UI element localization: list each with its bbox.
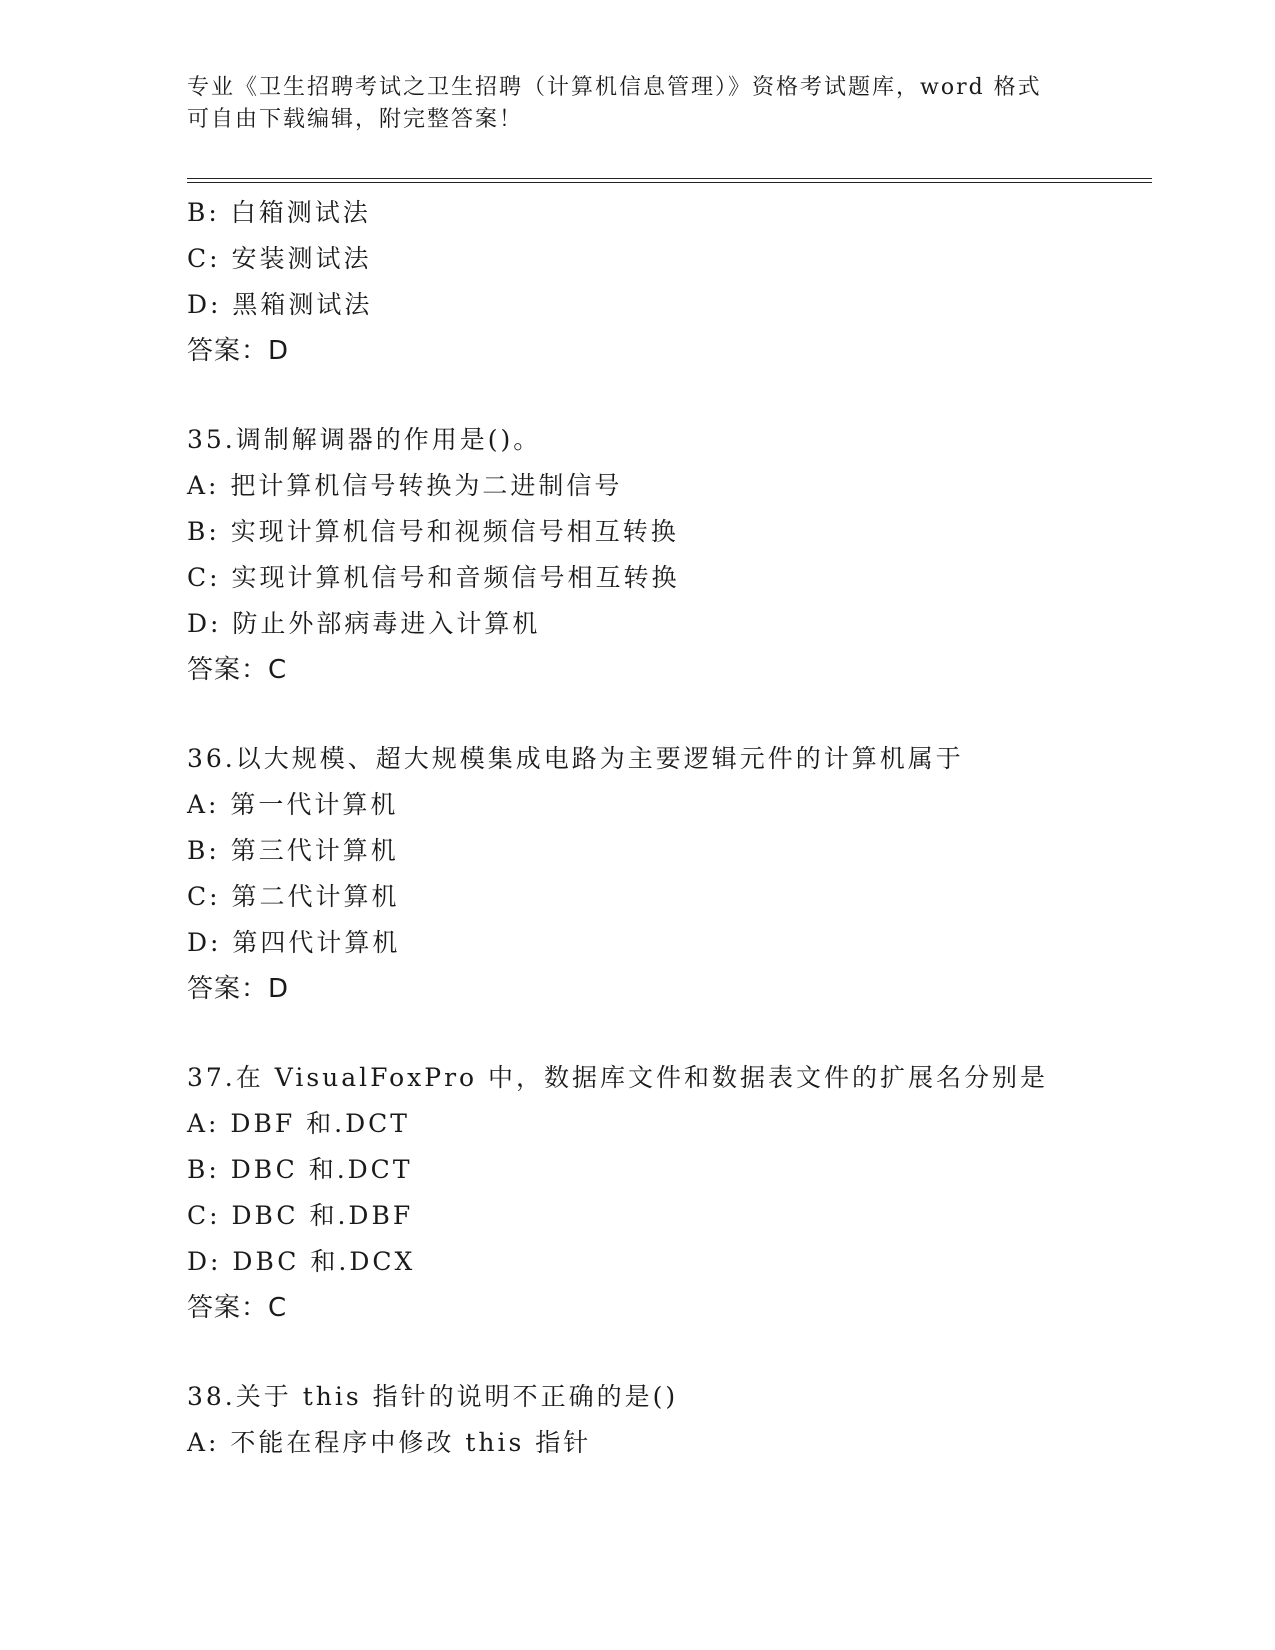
option-b: B: 实现计算机信号和视频信号相互转换 (187, 517, 679, 546)
question-list (187, 190, 1147, 1466)
question-text: 35.调制解调器的作用是()。 (187, 425, 542, 454)
option-c: C: 第二代计算机 (187, 882, 400, 911)
question-block (187, 190, 1147, 374)
option-c: C: 实现计算机信号和音频信号相互转换 (187, 563, 680, 592)
option-a: A: 不能在程序中修改 this 指针 (187, 1428, 592, 1457)
option-b: B: DBC 和.DCT (187, 1155, 413, 1184)
option-c: C: DBC 和.DBF (187, 1201, 414, 1230)
answer-line: 答案：D (187, 336, 290, 366)
option-d: D: 黑箱测试法 (187, 290, 373, 319)
option-b: B: 白箱测试法 (187, 198, 371, 227)
option-d: D: DBC 和.DCX (187, 1247, 416, 1276)
question-text: 37.在 VisualFoxPro 中，数据库文件和数据表文件的扩展名分别是 (187, 1063, 1049, 1092)
question-block (187, 1374, 1147, 1466)
answer-line: 答案：C (187, 655, 288, 685)
option-d: D: 防止外部病毒进入计算机 (187, 609, 541, 638)
option-a: A: DBF 和.DCT (187, 1109, 410, 1138)
question-text: 36.以大规模、超大规模集成电路为主要逻辑元件的计算机属于 (187, 744, 964, 773)
header-title-line-2: 可自由下载编辑，附完整答案！ (187, 107, 524, 132)
question-block (187, 1055, 1147, 1331)
option-a: A: 把计算机信号转换为二进制信号 (187, 471, 623, 500)
option-b: B: 第三代计算机 (187, 836, 399, 865)
answer-line: 答案：D (187, 974, 290, 1004)
header-title-line-1: 专业《卫生招聘考试之卫生招聘（计算机信息管理）》资格考试题库，word 格式 (187, 75, 1042, 100)
answer-line: 答案：C (187, 1293, 288, 1323)
option-c: C: 安装测试法 (187, 244, 372, 273)
question-block (187, 736, 1147, 1012)
question-text: 38.关于 this 指针的说明不正确的是() (187, 1382, 679, 1411)
option-d: D: 第四代计算机 (187, 928, 401, 957)
question-block (187, 417, 1147, 693)
header-divider (187, 178, 1152, 183)
option-a: A: 第一代计算机 (187, 790, 399, 819)
document-header (187, 72, 1087, 136)
